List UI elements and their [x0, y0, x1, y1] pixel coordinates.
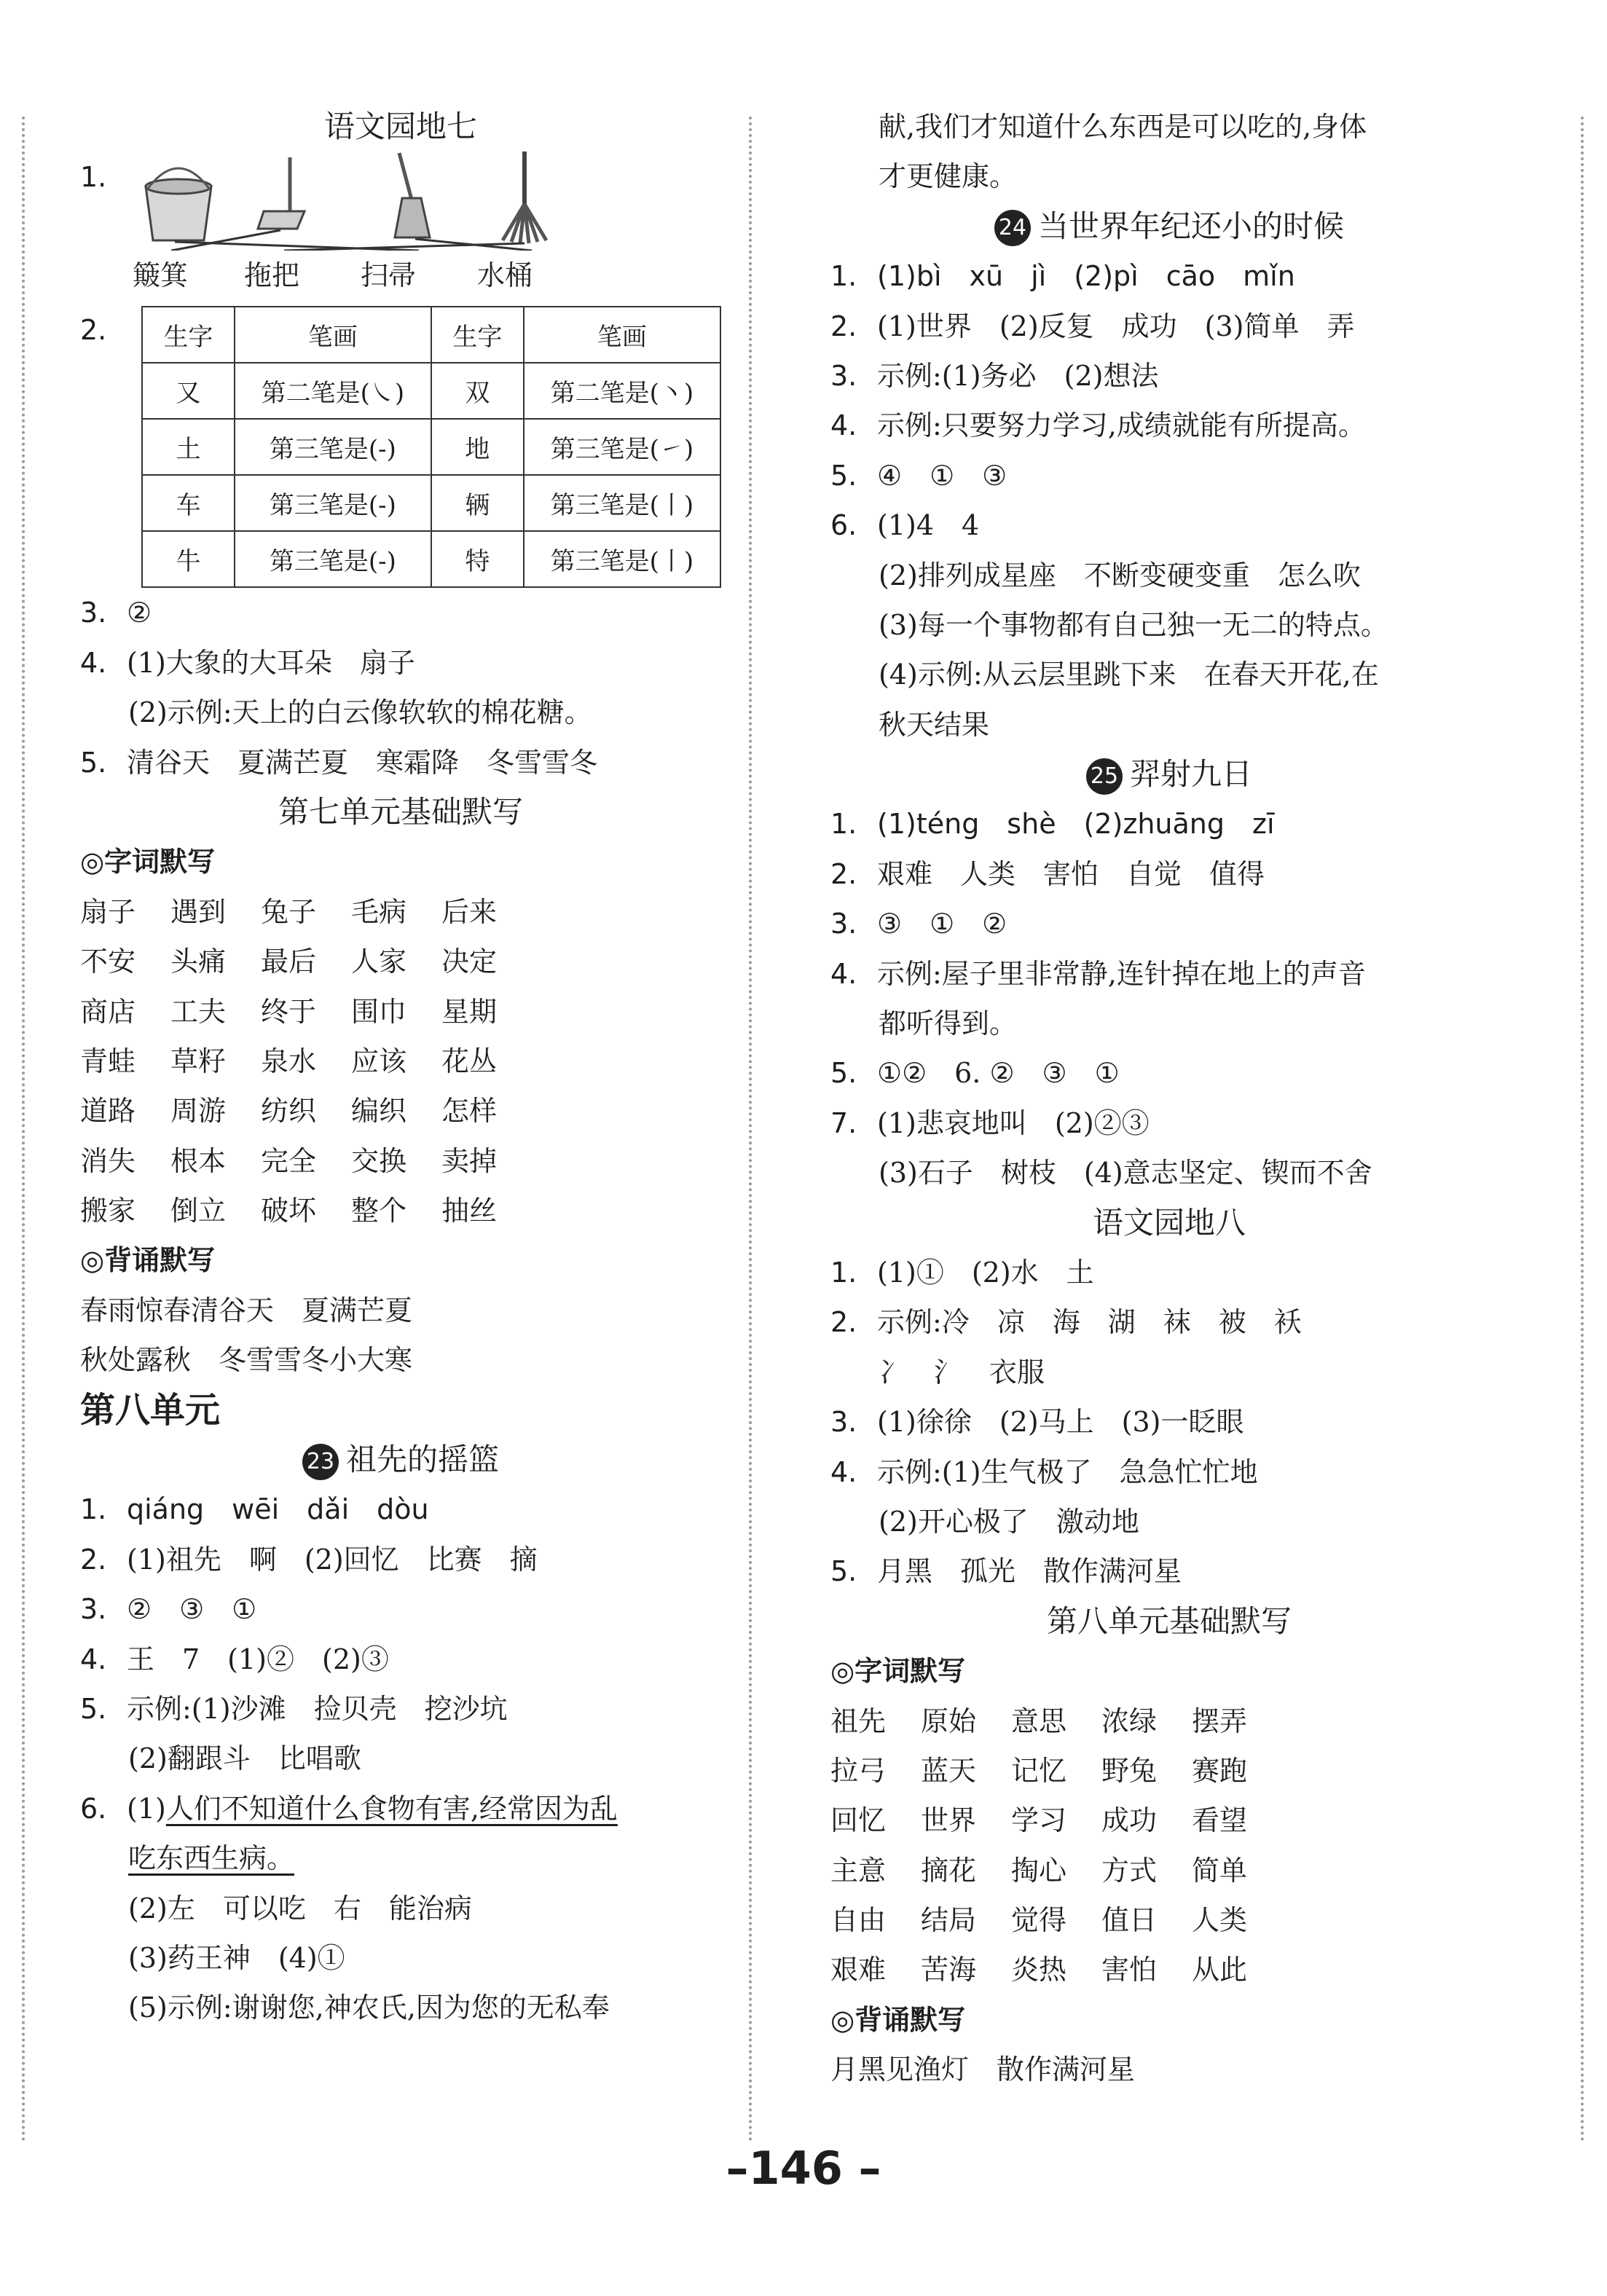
recite-line: 秋处露秋 冬雪雪冬小大寒	[80, 1344, 413, 1377]
answer-text: ①② 6. ② ③ ①	[877, 1057, 1120, 1090]
word: 方式	[1101, 1854, 1158, 1887]
column-divider	[749, 117, 752, 2143]
word: 遇到	[170, 895, 227, 928]
word: 摆弄	[1192, 1705, 1248, 1737]
answer-line	[80, 1584, 721, 1634]
answer-line	[80, 1833, 721, 1883]
word: 浓绿	[1101, 1705, 1158, 1737]
word: 毛病	[351, 895, 407, 928]
word: 道路	[80, 1095, 136, 1128]
word: 围巾	[351, 995, 407, 1028]
subsection-title: ◎字词默写	[80, 846, 216, 878]
lesson-title-text: 祖先的摇篮	[345, 1442, 499, 1478]
answer-text: (1)4 4	[877, 509, 980, 542]
word: 青蛙	[80, 1045, 136, 1077]
mop-icon	[503, 152, 546, 243]
answer-line: (3)每一个事物都有自己独一无二的特点。	[879, 608, 1388, 641]
word: 原始	[921, 1705, 977, 1737]
word: 消失	[80, 1144, 136, 1177]
answer-text: 王 7 (1)② (2)③	[127, 1643, 389, 1675]
question-number: 2.	[830, 1306, 857, 1339]
question-number: 6.	[830, 509, 857, 542]
question-number: 5.	[80, 746, 107, 779]
recite-line: 月黑见渔灯 散作满河星	[830, 2053, 1136, 2086]
answer-line	[830, 500, 1508, 550]
lesson-number-badge: 25	[1086, 758, 1123, 795]
word: 蓝天	[921, 1754, 977, 1787]
answer-text: (1)悲哀地叫 (2)②③	[877, 1106, 1150, 1139]
table-cell: 双	[431, 363, 524, 419]
answer-line: (3)石子 树枝 (4)意志坚定、锲而不舍	[879, 1157, 1372, 1190]
answer-line	[830, 1048, 1508, 1098]
word: 草籽	[170, 1045, 227, 1077]
table-row	[142, 363, 720, 419]
answer-text: 月黑 孤光 散作满河星	[877, 1555, 1182, 1588]
subsection-title: ◎背诵默写	[830, 2003, 966, 2036]
answer-text: (1)téng shè (2)zhuāng zī	[877, 808, 1275, 841]
answer-text: (1)① (2)水 土	[877, 1256, 1094, 1289]
question-number: 4.	[830, 409, 857, 442]
word: 从此	[1192, 1954, 1248, 1986]
answer-line	[830, 351, 1508, 401]
question-number: 1.	[830, 1256, 857, 1289]
table-row	[142, 419, 720, 475]
answer-line: 秋天结果	[879, 708, 990, 741]
word: 苦海	[921, 1954, 977, 1986]
answer-text: (1)大象的大耳朵 扇子	[127, 646, 415, 679]
table-cell: 第二笔是(㇏)	[235, 363, 431, 419]
word: 搬家	[80, 1195, 136, 1227]
word-row	[80, 987, 721, 1037]
word: 炎热	[1011, 1954, 1067, 1986]
answer-text: 艰难 人类 害怕 自觉 值得	[877, 857, 1265, 890]
question-number: 7.	[830, 1106, 857, 1139]
answer-text: ② ③ ①	[127, 1593, 257, 1626]
word: 整个	[351, 1195, 407, 1227]
section-title-garden7: 语文园地七	[323, 109, 477, 144]
left-dotted-border	[22, 117, 25, 2143]
question-number: 3.	[830, 359, 857, 392]
word-row	[80, 937, 721, 986]
word: 最后	[261, 945, 317, 978]
word: 纺织	[261, 1095, 317, 1128]
label-mop: 拖把	[244, 259, 300, 292]
answer-line	[80, 638, 721, 688]
right-dotted-border	[1581, 117, 1584, 2143]
question-number: 4.	[830, 1455, 857, 1488]
word: 主意	[830, 1854, 887, 1887]
answer-text: 示例:冷 凉 海 湖 袜 被 袄	[877, 1306, 1302, 1339]
table-cell: 第三笔是(㇀)	[524, 419, 720, 475]
table-cell: 第三笔是(丨)	[524, 531, 720, 587]
lesson-title-text: 当世界年纪还小的时候	[1037, 208, 1344, 244]
lesson-title-23	[80, 1435, 721, 1485]
stroke-table	[141, 306, 721, 588]
word-row	[830, 1796, 1508, 1845]
word: 掏心	[1011, 1854, 1067, 1887]
bucket-icon	[146, 168, 211, 240]
word: 觉得	[1011, 1904, 1067, 1937]
header-cell: 笔画	[235, 307, 431, 363]
answer-line	[830, 1098, 1508, 1148]
lesson-number-badge: 23	[302, 1444, 339, 1480]
unit-heading: 第八单元	[80, 1389, 221, 1431]
word: 不安	[80, 945, 136, 978]
word: 记忆	[1011, 1754, 1067, 1787]
page-number: –146 –	[726, 2142, 881, 2195]
question-number: 6.	[80, 1792, 107, 1825]
answer-line	[830, 1297, 1508, 1347]
question-number: 2.	[830, 310, 857, 342]
matching-illustration	[131, 152, 656, 251]
word: 决定	[441, 945, 498, 978]
lesson-title-25	[830, 750, 1508, 799]
matching-lines	[171, 230, 532, 251]
question-number: 2.	[80, 314, 107, 347]
word-row	[830, 1846, 1508, 1895]
question-number: 5.	[830, 1555, 857, 1588]
table-cell: 车	[142, 475, 235, 531]
answer-line: (2)示例:天上的白云像软软的棉花糖。	[128, 696, 592, 729]
answer-text: (1)祖先 啊 (2)回忆 比赛 摘	[127, 1543, 538, 1576]
word-row	[80, 1186, 721, 1235]
table-cell: 牛	[142, 531, 235, 587]
word: 人类	[1192, 1904, 1248, 1937]
subsection-title: ◎背诵默写	[80, 1244, 216, 1277]
word: 拉弓	[830, 1754, 887, 1787]
word: 摘花	[921, 1854, 977, 1887]
word: 周游	[170, 1095, 227, 1128]
word: 人家	[351, 945, 407, 978]
answer-line: 都听得到。	[879, 1007, 1018, 1040]
word: 兔子	[261, 895, 317, 928]
section-title-unit7: 第七单元基础默写	[278, 793, 523, 830]
word-row	[830, 1895, 1508, 1945]
label-broom: 扫帚	[361, 259, 417, 292]
lesson-title-text: 羿射九日	[1129, 756, 1252, 793]
word: 完全	[261, 1144, 317, 1177]
answer-text: (1)	[127, 1792, 166, 1825]
section-title-garden8: 语文园地八	[1092, 1204, 1246, 1241]
answer-text: ④ ① ③	[877, 459, 1007, 492]
answer-line: 才更健康。	[879, 160, 1018, 193]
answer-line	[830, 302, 1508, 351]
answer-text: qiáng wēi dǎi dòu	[127, 1493, 429, 1526]
word: 终于	[261, 995, 317, 1028]
word: 简单	[1192, 1854, 1248, 1887]
answer-line: (4)示例:从云层里跳下来 在春天开花,在	[879, 658, 1379, 691]
answer-line: (2)排列成星座 不断变硬变重 怎么吹	[879, 559, 1361, 591]
word: 害怕	[1101, 1954, 1158, 1986]
word: 成功	[1101, 1804, 1158, 1837]
word: 星期	[441, 995, 498, 1028]
answer-line	[830, 899, 1508, 948]
answer-line	[830, 1248, 1508, 1297]
question-number: 4.	[80, 646, 107, 679]
word: 学习	[1011, 1804, 1067, 1837]
answer-line	[80, 1535, 721, 1584]
answer-line	[830, 451, 1508, 500]
question-number: 3.	[830, 908, 857, 940]
answer-line	[830, 1397, 1508, 1447]
answer-text: ③ ① ②	[877, 908, 1007, 940]
word: 扇子	[80, 895, 136, 928]
word: 商店	[80, 995, 136, 1028]
word: 抽丝	[441, 1195, 498, 1227]
answer-text: 示例:屋子里非常静,连针掉在地上的声音	[877, 957, 1366, 990]
question-number: 1.	[80, 161, 107, 194]
answer-line	[830, 949, 1508, 999]
word: 世界	[921, 1804, 977, 1837]
recite-line: 春雨惊春清谷天 夏满芒夏	[80, 1294, 413, 1326]
lesson-number-badge: 24	[994, 210, 1031, 246]
question-number: 3.	[80, 1593, 107, 1626]
header-cell: 生字	[142, 307, 235, 363]
table-cell: 又	[142, 363, 235, 419]
underlined-text: 人们不知道什么食物有害,经常因为乱	[165, 1792, 618, 1825]
answer-line: (2)翻跟斗 比唱歌	[128, 1742, 361, 1775]
table-row	[142, 531, 720, 587]
answer-line: (2)左 可以吃 右 能治病	[128, 1892, 472, 1925]
word: 自由	[830, 1904, 887, 1937]
answer-text: ②	[127, 597, 152, 629]
answer-text: 示例:(1)生气极了 急急忙忙地	[877, 1455, 1258, 1488]
word: 后来	[441, 895, 498, 928]
answer-line	[80, 1684, 721, 1734]
question-number: 3.	[80, 597, 107, 629]
answer-line	[80, 1784, 721, 1833]
word: 值日	[1101, 1904, 1158, 1937]
answer-line: (5)示例:谢谢您,神农氏,因为您的无私奉	[128, 1992, 610, 2024]
table-cell: 第三笔是(丨)	[524, 475, 720, 531]
question-number: 1.	[80, 1493, 107, 1526]
header-cell: 生字	[431, 307, 524, 363]
left-column	[80, 102, 721, 2033]
answer-line	[80, 1635, 721, 1684]
word-row	[830, 1697, 1508, 1746]
word: 赛跑	[1192, 1754, 1248, 1787]
word: 泉水	[261, 1045, 317, 1077]
word: 破坏	[261, 1195, 317, 1227]
answer-text: (1)bì xū jì (2)pì cāo mǐn	[877, 260, 1295, 293]
answer-text: 示例:(1)务必 (2)想法	[877, 359, 1159, 392]
question-number: 5.	[830, 1057, 857, 1090]
word: 根本	[170, 1144, 227, 1177]
underlined-text: 吃东西生病。	[128, 1842, 295, 1875]
dustpan-icon	[258, 157, 304, 229]
answer-line	[830, 1447, 1508, 1497]
answer-text: (1)徐徐 (2)马上 (3)一眨眼	[877, 1406, 1244, 1439]
q2-block	[80, 306, 721, 588]
question-number: 1.	[830, 808, 857, 841]
word: 意思	[1011, 1705, 1067, 1737]
table-cell: 第三笔是(-)	[235, 531, 431, 587]
table-cell: 第二笔是(丶)	[524, 363, 720, 419]
table-cell: 特	[431, 531, 524, 587]
word: 交换	[351, 1144, 407, 1177]
table-header-row	[142, 307, 720, 363]
label-bucket: 水桶	[477, 259, 533, 292]
answer-line	[830, 1546, 1508, 1596]
answer-line	[80, 588, 721, 637]
word: 工夫	[170, 995, 227, 1028]
answer-line	[80, 738, 721, 787]
answer-line	[830, 799, 1508, 849]
question-number: 4.	[830, 957, 857, 990]
word: 倒立	[170, 1195, 227, 1227]
answer-line	[830, 401, 1508, 450]
answer-text: 示例:(1)沙滩 捡贝壳 挖沙坑	[127, 1692, 508, 1725]
table-cell: 地	[431, 419, 524, 475]
q1-picture-row	[80, 152, 721, 251]
table-cell: 土	[142, 419, 235, 475]
q1-labels	[80, 251, 721, 300]
answer-line: (3)药王神 (4)①	[128, 1941, 345, 1974]
right-column	[830, 102, 1508, 2095]
question-number: 5.	[80, 1692, 107, 1725]
table-cell: 辆	[431, 475, 524, 531]
answer-line: 献,我们才知道什么东西是可以吃的,身体	[879, 111, 1367, 143]
answer-line	[830, 251, 1508, 301]
section-title-unit8: 第八单元基础默写	[1046, 1603, 1292, 1639]
question-number: 2.	[830, 857, 857, 890]
table-row	[142, 475, 720, 531]
word-row	[80, 1136, 721, 1186]
word-row	[80, 1086, 721, 1136]
question-number: 5.	[830, 459, 857, 492]
word: 应该	[351, 1045, 407, 1077]
word: 怎样	[441, 1095, 498, 1128]
question-number: 2.	[80, 1543, 107, 1576]
answer-line	[830, 849, 1508, 899]
word: 卖掉	[441, 1144, 498, 1177]
answer-line: 冫 氵 衣服	[879, 1356, 1045, 1388]
word: 编织	[351, 1095, 407, 1128]
word: 回忆	[830, 1804, 887, 1837]
question-number: 3.	[830, 1406, 857, 1439]
answer-text: 示例:只要努力学习,成绩就能有所提高。	[877, 409, 1366, 442]
word-row	[830, 1945, 1508, 1994]
header-cell: 笔画	[524, 307, 720, 363]
lesson-title-24	[830, 202, 1508, 251]
word: 看望	[1192, 1804, 1248, 1837]
question-number: 1.	[830, 260, 857, 293]
word: 祖先	[830, 1705, 887, 1737]
word-row	[80, 1037, 721, 1086]
label-dustpan: 簸箕	[133, 259, 189, 292]
word: 野兔	[1101, 1754, 1158, 1787]
table-cell: 第三笔是(-)	[235, 475, 431, 531]
answer-text: 清谷天 夏满芒夏 寒霜降 冬雪雪冬	[127, 746, 598, 779]
word: 头痛	[170, 945, 227, 978]
broom-icon	[395, 153, 430, 237]
word: 结局	[921, 1904, 977, 1937]
word-row	[80, 887, 721, 937]
answer-line: (2)开心极了 激动地	[879, 1505, 1139, 1538]
word: 艰难	[830, 1954, 887, 1986]
subsection-title: ◎字词默写	[830, 1655, 966, 1688]
answer-text: (1)世界 (2)反复 成功 (3)简单 弄	[877, 310, 1355, 342]
answer-line	[80, 1485, 721, 1534]
table-cell: 第三笔是(-)	[235, 419, 431, 475]
question-number: 4.	[80, 1643, 107, 1675]
word: 花丛	[441, 1045, 498, 1077]
word-row	[830, 1746, 1508, 1796]
